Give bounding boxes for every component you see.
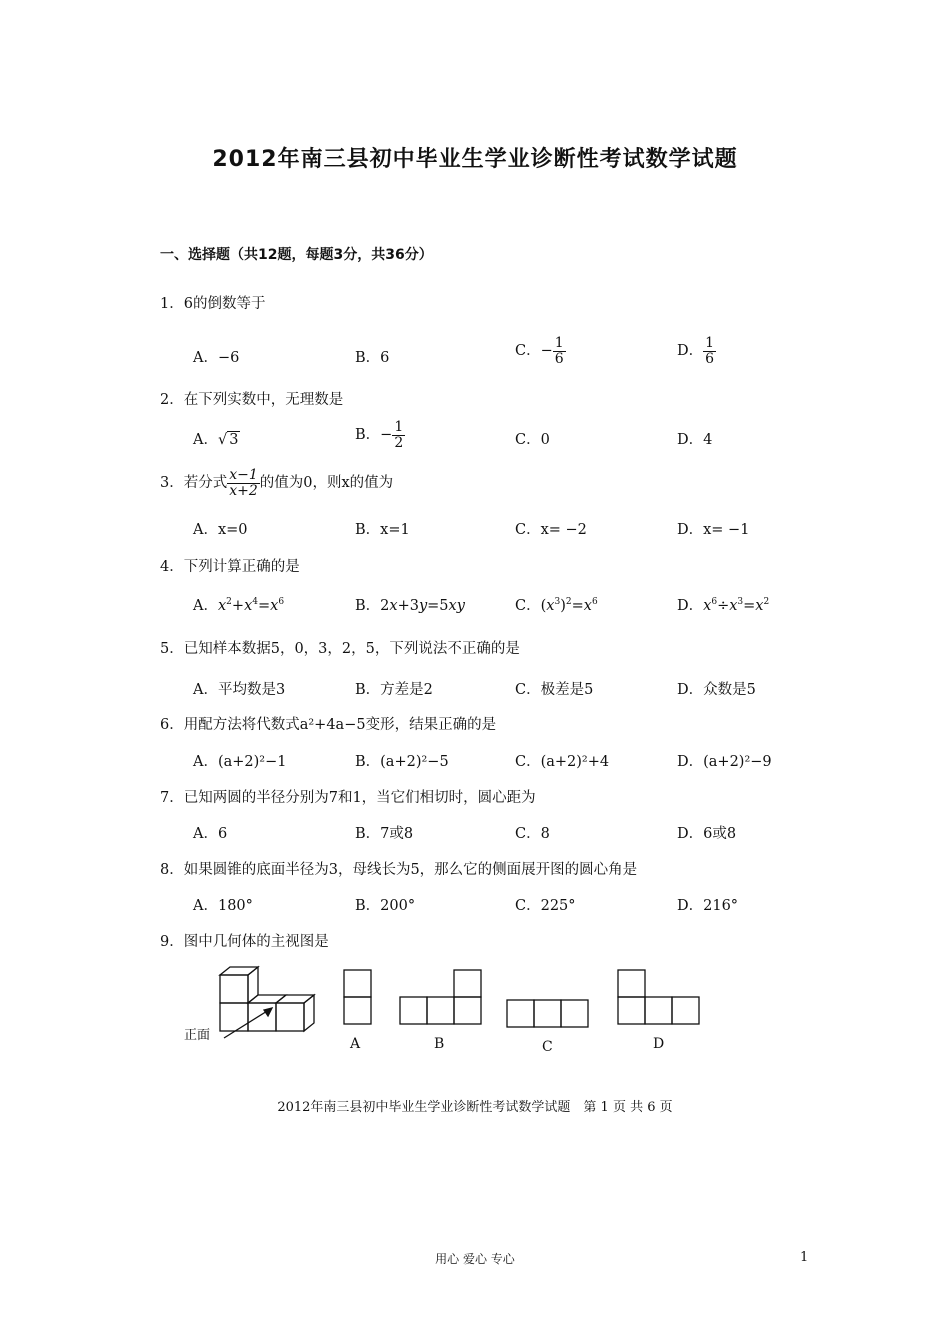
q3-option-b: B．x=1 [355, 522, 410, 538]
view-option-c [507, 1000, 588, 1027]
view-option-a [344, 970, 371, 1024]
q7-option-b: B．7或8 [355, 826, 414, 842]
q5-option-d: D．众数是5 [677, 682, 756, 698]
q1-option-c [515, 336, 566, 366]
page-number: 1 [800, 1250, 809, 1265]
q1-option-b: B．6 [355, 350, 390, 366]
q3-numerator: x−1 [229, 467, 258, 483]
q1-c-den: 6 [554, 350, 564, 367]
q8-option-c: C．225° [515, 898, 576, 914]
q4-option-b: B．2x+3y=5xy [355, 598, 465, 614]
front-label: 正面 [184, 1028, 211, 1043]
q2-option-b [355, 420, 405, 450]
question-8-stem: 8．如果圆锥的底面半径为3，母线长为5，那么它的侧面展开图的圆心角是 [160, 862, 638, 878]
q7-option-d: D．6或8 [677, 826, 737, 842]
q6-option-c: C．(a+2)²+4 [515, 754, 610, 770]
page-footer: 2012年南三县初中毕业生学业诊断性考试数学试题 第 1 页 共 6 页 [277, 1100, 673, 1115]
q1-c-prefix: C．− [515, 343, 553, 360]
q1-d-num: 1 [705, 335, 715, 351]
q5-option-b: B．方差是2 [355, 682, 433, 698]
label-a: A [350, 1036, 361, 1052]
q8-option-b: B．200° [355, 898, 416, 914]
label-c: C [542, 1039, 553, 1055]
question-6-stem: 6．用配方法将代数式a²+4a−5变形，结果正确的是 [160, 717, 497, 733]
q1-option-d [677, 336, 716, 366]
q2-a-prefix: A． [193, 432, 218, 448]
q7-option-c: C．8 [515, 826, 550, 842]
q1-d-den: 6 [705, 350, 715, 367]
view-option-d [618, 970, 699, 1024]
question-7-stem: 7．已知两圆的半径分别为7和1，当它们相切时，圆心距为 [160, 790, 536, 806]
question-5-stem: 5．已知样本数据5，0，3，2，5，下列说法不正确的是 [160, 641, 520, 657]
q2-b-den: 2 [394, 434, 404, 451]
q4-option-c: C．$(x^3)^2=x^6$ [515, 597, 598, 614]
q3-denominator: x+2 [229, 482, 258, 499]
question-3-stem [160, 468, 393, 498]
page-title: 2012年南三县初中毕业生学业诊断性考试数学试题 [212, 147, 738, 172]
question-9-stem: 9．图中几何体的主视图是 [160, 934, 329, 950]
q1-d-prefix: D． [677, 343, 704, 360]
q8-option-a: A．180° [193, 898, 253, 914]
q4-option-d: D．$x^6\div x^3=x^2$ [677, 597, 770, 614]
q2-b-prefix: B．− [355, 427, 393, 444]
q6-option-b: B．(a+2)²−5 [355, 754, 449, 770]
q8-option-d: D．216° [677, 898, 739, 914]
q7-option-a: A．6 [193, 826, 228, 842]
q2-option-a: A．√ 3 [193, 432, 239, 448]
q2-option-d: D．4 [677, 432, 713, 448]
solid-3d-figure [220, 967, 314, 1038]
q2-a-radicand: 3 [229, 432, 239, 448]
q2-b-num: 1 [394, 419, 404, 435]
section-heading: 一、选择题（共12题，每题3分，共36分） [160, 247, 433, 263]
q6-option-d: D．(a+2)²−9 [677, 754, 772, 770]
view-option-b [400, 970, 481, 1024]
question-4-stem: 4．下列计算正确的是 [160, 559, 300, 575]
q5-option-c: C．极差是5 [515, 682, 594, 698]
label-b: B [434, 1036, 445, 1052]
q5-option-a: A．平均数是3 [193, 682, 286, 698]
q3-option-d: D．x= −1 [677, 522, 750, 538]
q4-option-a: A．$x^2+x^4=x^6$ [193, 597, 285, 614]
q3-stem-post: 的值为0，则x的值为 [259, 475, 394, 492]
q1-option-a: A．−6 [193, 350, 240, 366]
q3-option-a: A．x=0 [193, 522, 248, 538]
q3-stem-pre: 3．若分式 [160, 475, 228, 492]
q1-c-num: 1 [554, 335, 564, 351]
question-2-stem: 2．在下列实数中，无理数是 [160, 392, 344, 408]
q3-option-c: C．x= −2 [515, 522, 587, 538]
q2-option-c: C．0 [515, 432, 550, 448]
bottom-slogan: 用心 爱心 专心 [435, 1252, 515, 1266]
label-d: D [653, 1036, 665, 1052]
question-1-stem: 1．6的倒数等于 [160, 296, 266, 312]
geometry-figure [180, 960, 710, 1060]
q6-option-a: A．(a+2)²−1 [193, 754, 287, 770]
